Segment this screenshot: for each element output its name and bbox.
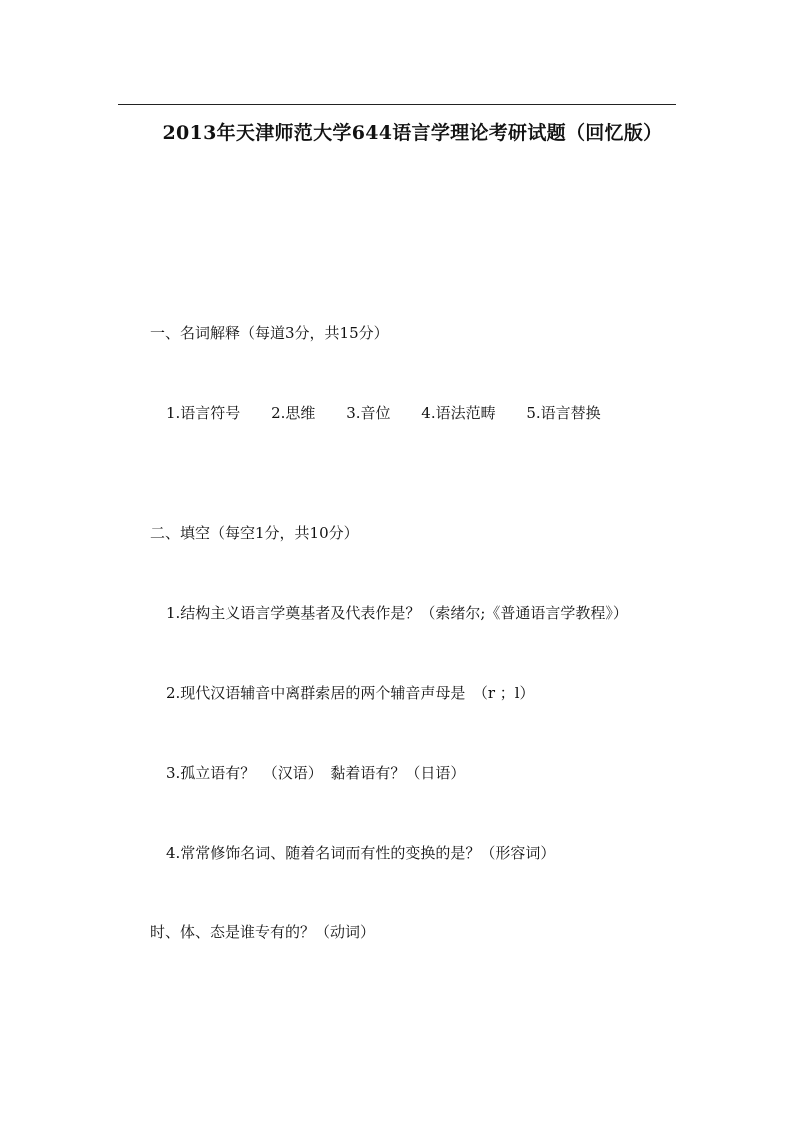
term-item: 2.思维 bbox=[271, 404, 316, 422]
term-list bbox=[166, 403, 601, 423]
term-item: 4.语法范畴 bbox=[421, 404, 496, 422]
header-rule bbox=[118, 104, 676, 105]
term-item: 5.语言替换 bbox=[526, 404, 601, 422]
term-item: 1.语言符号 bbox=[166, 404, 241, 422]
term-item: 3.音位 bbox=[346, 404, 391, 422]
fill-item-1: 1.结构主义语言学奠基者及代表作是？（索绪尔;《普通语言学教程》） bbox=[166, 604, 628, 622]
section2-heading: 二、填空（每空1分，共10分） bbox=[150, 524, 359, 542]
document-title: 2013年天津师范大学644语言学理论考研试题（回忆版） bbox=[162, 122, 663, 144]
fill-item-3: 3.孤立语有？ （汉语） 黏着语有？（日语） bbox=[166, 764, 466, 782]
fill-item-extra: 时、体、态是谁专有的？（动词） bbox=[150, 923, 376, 941]
fill-item-2: 2.现代汉语辅音中离群索居的两个辅音声母是 （r ；l） bbox=[166, 684, 535, 702]
section1-heading: 一、名词解释（每道3分，共15分） bbox=[150, 324, 389, 342]
fill-item-4: 4.常常修饰名词、随着名词而有性的变换的是？（形容词） bbox=[166, 844, 556, 862]
